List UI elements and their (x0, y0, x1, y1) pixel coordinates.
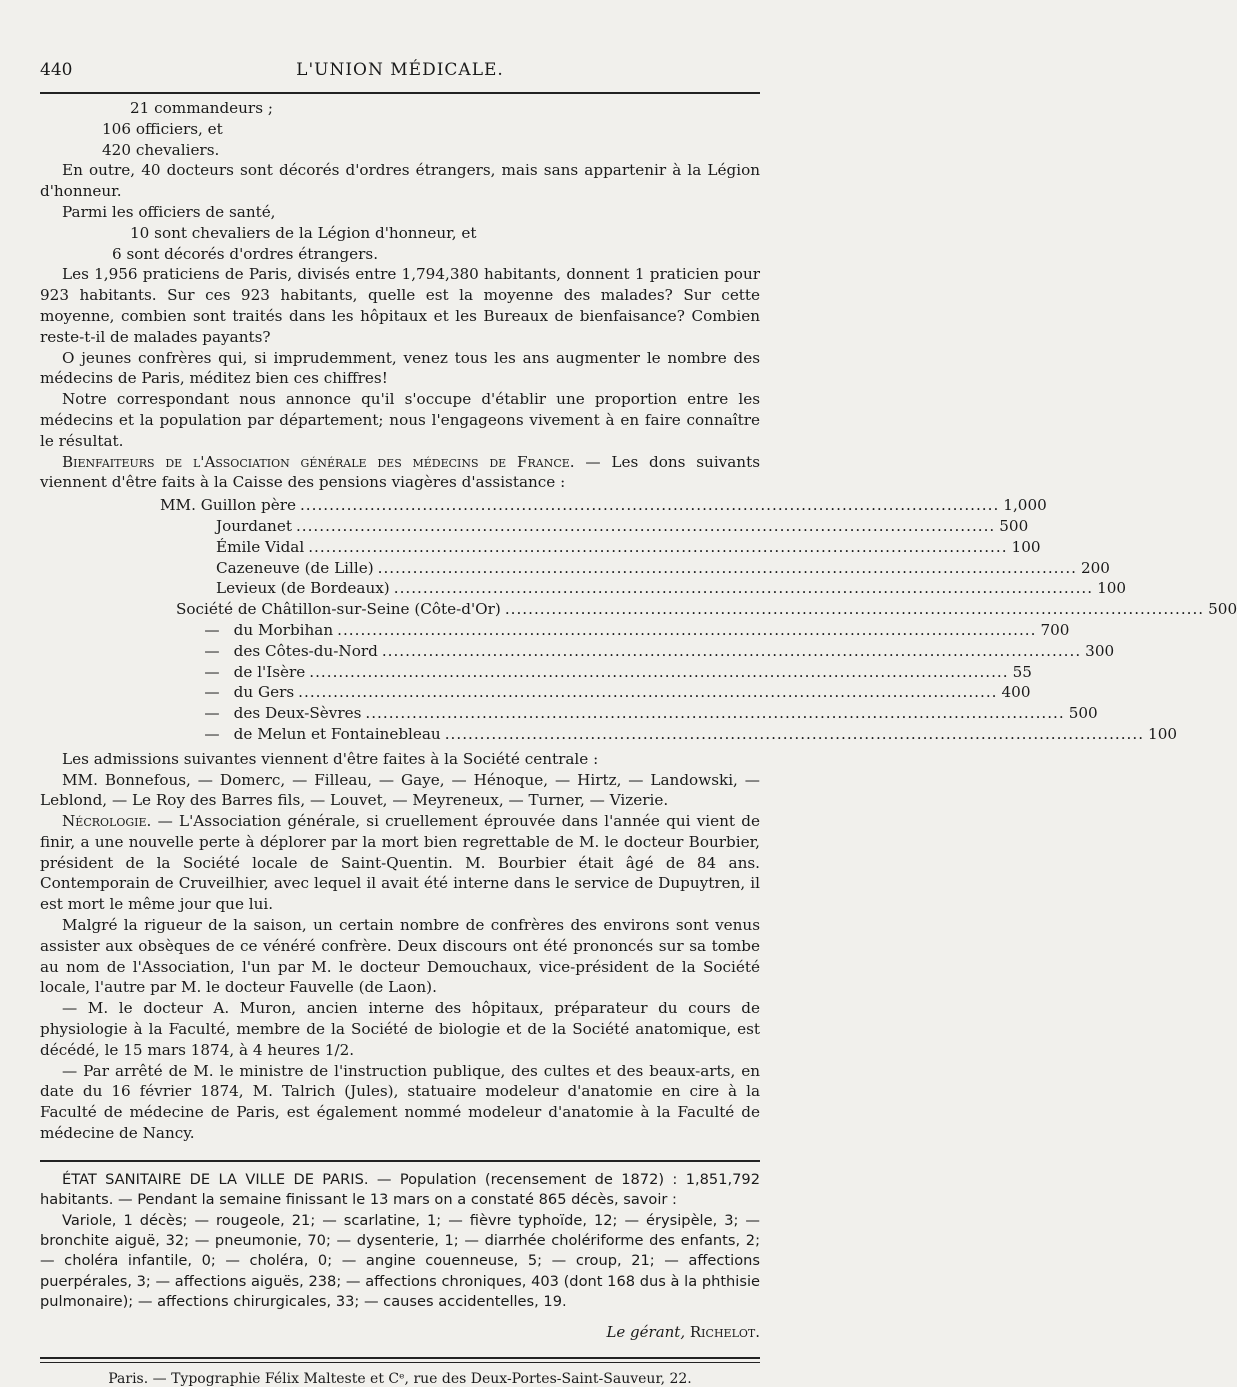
ditto-dash: — (204, 704, 220, 723)
paragraph-officiers-sante: Parmi les officiers de santé, (62, 202, 276, 221)
etat-text: — Population (recensement de 1872) : 1,851,792 habitants. — Pendant la semaine finissant le 13 mars on a constaté 865 décès, savoir : (40, 1170, 760, 1209)
etat-sanitaire (40, 1170, 760, 1313)
paragraph-etat-population (40, 1170, 760, 1211)
paragraph-necrologie (40, 811, 760, 915)
leader-dots: ........................................................................................................................ (309, 662, 1009, 681)
donor-name-text: de Melun et Fontainebleau (233, 724, 441, 743)
gerant-signature (40, 1323, 760, 1341)
donor-row (40, 599, 1237, 620)
donor-name (200, 724, 441, 745)
donor-name-text: Émile Vidal (216, 537, 305, 556)
leader-dots: ........................................................................................................................ (299, 496, 1000, 515)
paragraph-bienfaiteurs (40, 452, 760, 494)
paragraph-outre: En outre, 40 docteurs sont décorés d'ordres étrangers, mais sans appartenir à la Légion d'honneur. (40, 161, 760, 201)
page-number: 440 (40, 60, 73, 80)
donor-row (40, 578, 1127, 599)
necrologie-text: — L'Association générale, si cruellement éprouvée dans l'année qui vient de finir, a une nouvelle perte à déplorer par la mort bien regrettable de M. le docteur Bourbier, président de la Société locale de Saint-Quentin. M. Bourbier était âgé de 84 ans. Contemporain de Cruveilhier, avec lequel il avait été interne dans le service de Dupuytren, il est mort le même jour que lui. (40, 812, 760, 914)
leader-dots: ........................................................................................................................ (504, 600, 1205, 619)
leader-dots: ........................................................................................................................ (295, 516, 996, 535)
donor-name-text: Cazeneuve (de Lille) (216, 558, 374, 577)
donor-row (40, 537, 1041, 558)
donor-row (40, 682, 1031, 703)
leader-dots: ........................................................................................................................ (393, 579, 1094, 598)
donor-name (200, 662, 305, 683)
legion-line-officiers: 106 officiers, et (102, 119, 223, 138)
donor-amount: 200 (1080, 558, 1110, 577)
donor-amount: 100 (1148, 724, 1178, 743)
donor-row (40, 703, 1098, 724)
paragraph-jeunes-confreres: O jeunes confrères qui, si imprudemment, venez tous les ans augmenter le nombre des médecins de Paris, méditez bien ces chiffres! (40, 348, 760, 388)
gerant-name: Richelot. (689, 1322, 760, 1341)
section-rule (40, 1160, 760, 1162)
ditto-dash: — (204, 641, 220, 660)
donor-name-text: des Deux-Sèvres (233, 704, 362, 723)
footer-rule (40, 1357, 760, 1359)
paragraph-admissions-names: MM. Bonnefous, — Domerc, — Filleau, — Gaye, — Hénoque, — Hirtz, — Landowski, — Leblond, — Le Roy des Barres fils, — Louvet, — Meyreneux, — Turner, — Vizerie. (40, 770, 760, 810)
donor-amount: 100 (1097, 579, 1127, 598)
leader-dots: ........................................................................................................................ (365, 704, 1065, 723)
donor-name (216, 558, 374, 579)
legion-line-chevaliers: 420 chevaliers. (102, 140, 220, 159)
leader-dots: ........................................................................................................................ (298, 683, 998, 702)
donor-name-text: du Gers (233, 683, 295, 702)
donor-name (200, 641, 378, 662)
paragraph-talrich: — Par arrêté de M. le ministre de l'instruction publique, des cultes et des beaux-arts, en date du 16 février 1874, M. Talrich (Jules), statuaire modeleur d'anatomie en cire à la Faculté de médecine de Paris, est également nommé modeleur d'anatomie à la Faculté de médecine de Nancy. (40, 1061, 760, 1143)
article-body (40, 98, 1237, 1144)
gerant-label: Le gérant, (606, 1322, 686, 1341)
donor-amount: 500 (999, 516, 1029, 535)
donor-amount: 400 (1001, 683, 1031, 702)
ditto-dash: — (204, 683, 220, 702)
donor-name (200, 703, 361, 724)
leader-dots: ........................................................................................................................ (337, 620, 1037, 639)
leader-dots: ........................................................................................................................ (308, 537, 1008, 556)
ditto-dash: — (204, 724, 220, 743)
donor-amount: 100 (1011, 537, 1041, 556)
paragraph-correspondant: Notre correspondant nous annonce qu'il s'occupe d'établir une proportion entre les médecins et la population par département; nous l'engageons vivement à en faire connaître le résultat. (40, 390, 760, 450)
donor-name (216, 578, 390, 599)
legion-line-sante-chevaliers: 10 sont chevaliers de la Légion d'honneur, et (130, 223, 477, 242)
page-header (40, 56, 760, 92)
donor-amount: 500 (1068, 704, 1098, 723)
paragraph-admissions: Les admissions suivantes viennent d'être faites à la Société centrale : (62, 749, 599, 768)
donor-amount: 500 (1208, 600, 1237, 619)
legion-line-sante-etrangers: 6 sont décorés d'ordres étrangers. (112, 244, 379, 263)
donor-row (40, 620, 1070, 641)
donor-name-text: du Morbihan (233, 620, 334, 639)
header-rule (40, 92, 760, 94)
paragraph-obseques: Malgré la rigueur de la saison, un certain nombre de confrères des environs sont venus assister aux obsèques de ce vénéré confrère. Deux discours ont été prononcés sur sa tombe au nom de l'Association, l'un par M. le docteur Demouchaux, vice-président de la Société locale, l'autre par M. le docteur Fauvelle (de Laon). (40, 916, 760, 997)
donor-row (40, 641, 1115, 662)
donor-name (176, 599, 501, 620)
legion-line-commandeurs: 21 commandeurs ; (130, 99, 273, 117)
donor-list (40, 495, 1237, 745)
donor-amount: 300 (1085, 641, 1115, 660)
donor-prefix: MM. (160, 496, 196, 515)
donor-row (40, 558, 1110, 579)
donor-name (160, 495, 296, 516)
printer-imprint: Paris. — Typographie Félix Malteste et Cᵉ, rue des Deux-Portes-Saint-Sauveur, 22. (108, 1370, 692, 1387)
donor-name (216, 537, 304, 558)
leader-dots: ........................................................................................................................ (444, 724, 1145, 743)
donor-name-text: Levieux (de Bordeaux) (216, 579, 390, 598)
journal-title: L'UNION MÉDICALE. (296, 60, 504, 80)
paragraph-muron: — M. le docteur A. Muron, ancien interne des hôpitaux, préparateur du cours de physiologie à la Faculté, membre de la Société de biologie et de la Société anatomique, est décédé, le 15 mars 1874, à 4 heures 1/2. (40, 999, 760, 1059)
donor-row (40, 495, 1047, 516)
etat-heading: ÉTAT SANITAIRE DE LA VILLE DE PARIS. (62, 1170, 369, 1188)
donor-name-text: Société de Châtillon-sur-Seine (Côte-d'Or) (176, 600, 501, 619)
footer-rule-thin (40, 1362, 760, 1363)
donor-amount: 700 (1040, 620, 1070, 639)
donor-row (40, 662, 1032, 683)
donor-name-text: Guillon père (200, 496, 296, 515)
bienfaiteurs-heading: Bienfaiteurs de l'Association générale des médecins de France. (62, 452, 575, 471)
leader-dots: ........................................................................................................................ (381, 641, 1082, 660)
donor-name-text: de l'Isère (233, 662, 306, 681)
necrologie-heading: Nécrologie. (62, 812, 152, 831)
donor-amount: 55 (1012, 662, 1032, 681)
donor-name (216, 516, 292, 537)
bienfaiteurs-text: — Les dons suivants viennent d'être faits à la Caisse des pensions viagères d'assistance : (40, 452, 760, 492)
paragraph-praticiens: Les 1,956 praticiens de Paris, divisés entre 1,794,380 habitants, donnent 1 praticien pour 923 habitants. Sur ces 923 habitants, quelle est la moyenne des malades? Sur cette moyenne, combien sont traités dans les hôpitaux et les Bureaux de bienfaisance? Combien reste-t-il de malades payants? (40, 265, 760, 346)
donor-amount: 1,000 (1003, 496, 1047, 515)
ditto-dash: — (204, 620, 220, 639)
donor-name-text: Jourdanet (216, 516, 292, 535)
donor-row (40, 724, 1178, 745)
donor-name (200, 620, 333, 641)
donor-name (200, 682, 294, 703)
donor-row (40, 516, 1029, 537)
ditto-dash: — (204, 662, 220, 681)
leader-dots: ........................................................................................................................ (377, 558, 1077, 577)
donor-name-text: des Côtes-du-Nord (233, 641, 378, 660)
paragraph-etat-deces: Variole, 1 décès; — rougeole, 21; — scarlatine, 1; — fièvre typhoïde, 12; — érysipèle, 3; — bronchite aiguë, 32; — pneumonie, 70; — dysenterie, 1; — diarrhée cholériforme des enfants, 2; — choléra infantile, 0; — choléra, 0; — angine couenneuse, 5; — croup, 21; — affections puerpérales, 3; — affections aiguës, 238; — affections chroniques, 403 (dont 168 dus à la phthisie pulmonaire); — affections chirurgicales, 33; — causes accidentelles, 19. (40, 1211, 760, 1311)
